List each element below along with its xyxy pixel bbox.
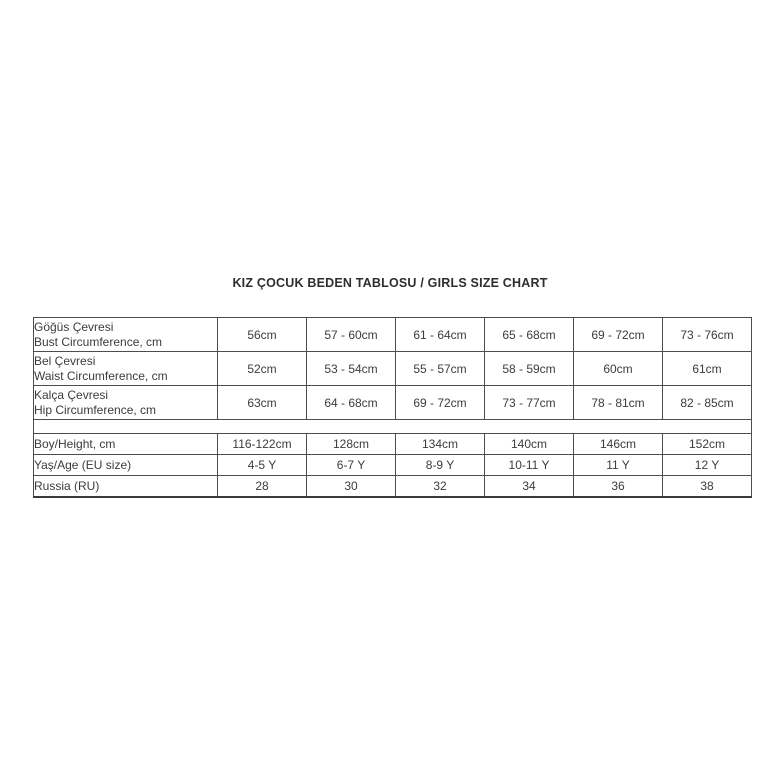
height-value-cell: 134cm [396,434,485,455]
russia-row-label: Russia (RU) [34,476,218,497]
hip-value-cell: 69 - 72cm [396,386,485,420]
hip-value-cell: 82 - 85cm [663,386,752,420]
waist-row-label [34,352,218,386]
hip-value-cell: 78 - 81cm [574,386,663,420]
label-en: Bust Circumference, cm [34,334,163,349]
russia-value-cell: 36 [574,476,663,497]
russia-value-cell: 38 [663,476,752,497]
russia-value-cell: 28 [218,476,307,497]
russia-value-cell: 34 [485,476,574,497]
bust-row-label [34,318,218,352]
height-value-cell: 128cm [307,434,396,455]
bust-value-cell: 57 - 60cm [307,318,396,352]
hip-value-cell: 73 - 77cm [485,386,574,420]
page-title: KIZ ÇOCUK BEDEN TABLOSU / GIRLS SIZE CHART [232,276,548,290]
hip-value-cell: 63cm [218,386,307,420]
age-value-cell: 12 Y [663,455,752,476]
age-value-cell: 6-7 Y [307,455,396,476]
bust-value-cell: 73 - 76cm [663,318,752,352]
height-value-cell: 140cm [485,434,574,455]
waist-value-cell: 58 - 59cm [485,352,574,386]
age-value-cell: 4-5 Y [218,455,307,476]
age-value-cell: 10-11 Y [485,455,574,476]
russia-row [34,476,752,497]
label-en: Hip Circumference, cm [34,402,157,417]
russia-value-cell: 30 [307,476,396,497]
bust-row [34,318,752,352]
bust-value-cell: 69 - 72cm [574,318,663,352]
age-value-cell: 11 Y [574,455,663,476]
age-row-label: Yaş/Age (EU size) [34,455,218,476]
age-value-cell: 8-9 Y [396,455,485,476]
label-tr: Göğüs Çevresi [34,320,114,334]
waist-value-cell: 53 - 54cm [307,352,396,386]
label-tr: Kalça Çevresi [34,388,109,402]
waist-value-cell: 52cm [218,352,307,386]
height-value-cell: 152cm [663,434,752,455]
height-value-cell: 146cm [574,434,663,455]
hip-value-cell: 64 - 68cm [307,386,396,420]
label-en: Waist Circumference, cm [34,368,168,383]
waist-value-cell: 60cm [574,352,663,386]
bust-value-cell: 61 - 64cm [396,318,485,352]
age-row [34,455,752,476]
height-row-label: Boy/Height, cm [34,434,218,455]
bust-value-cell: 65 - 68cm [485,318,574,352]
spacer-cell [34,420,752,434]
table-spacer-row [34,420,752,434]
waist-value-cell: 61cm [663,352,752,386]
size-chart-table [33,317,752,498]
label-tr: Bel Çevresi [34,354,96,368]
russia-value-cell: 32 [396,476,485,497]
bust-value-cell: 56cm [218,318,307,352]
waist-value-cell: 55 - 57cm [396,352,485,386]
height-value-cell: 116-122cm [218,434,307,455]
waist-row [34,352,752,386]
height-row [34,434,752,455]
hip-row-label [34,386,218,420]
hip-row [34,386,752,420]
